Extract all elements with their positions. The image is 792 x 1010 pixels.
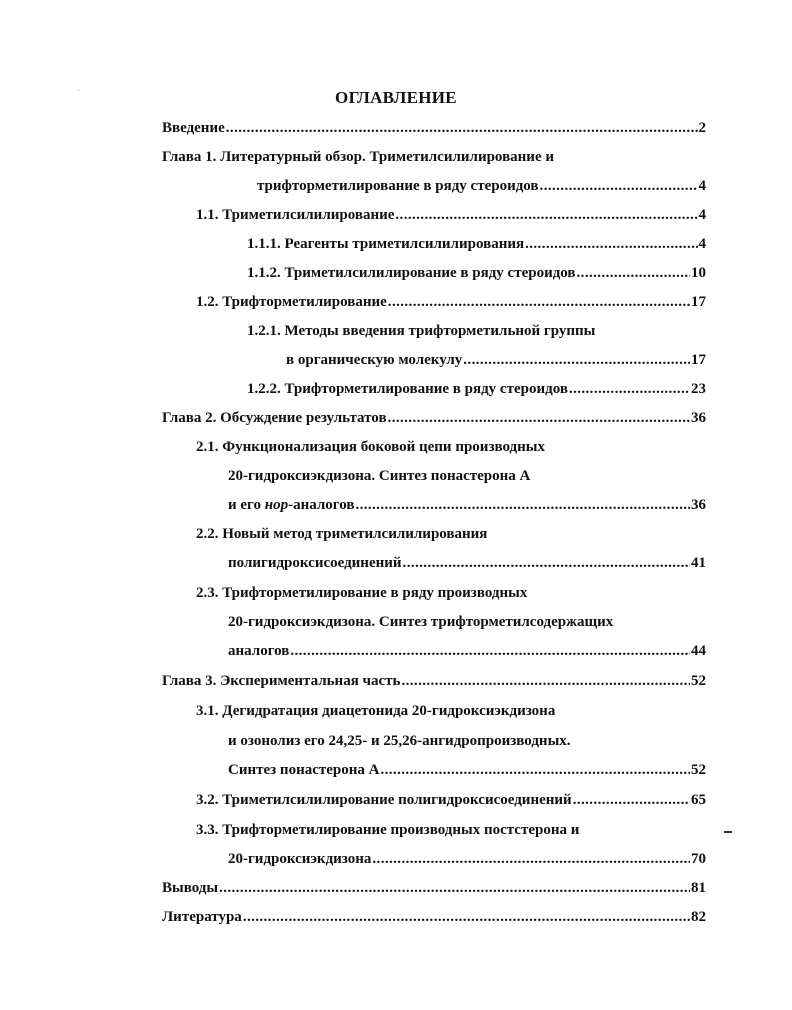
toc-leader [540, 175, 698, 197]
toc-entry [162, 146, 554, 168]
toc-entry [228, 848, 706, 870]
toc-leader [290, 640, 690, 662]
toc-entry-text: 20-гидроксиэкдизона. Синтез трифторметилсодержащих [228, 614, 614, 630]
toc-entry-page: 65 [691, 792, 706, 808]
toc-entry-page: 41 [691, 555, 706, 571]
toc-entry-text: 2.1. Функционализация боковой цепи производных [196, 439, 545, 455]
toc-entry-text: Глава 2. Обсуждение результатов [162, 410, 387, 426]
toc-entry-text-post: -аналогов [288, 497, 355, 513]
toc-leader [226, 117, 698, 139]
toc-entry-text: полигидроксисоединений [228, 555, 402, 571]
toc-entry-page: 2 [698, 120, 706, 136]
toc-entry-text: 1.1.2. Триметилсилилирование в ряду стероидов [247, 265, 576, 281]
toc-entry [196, 819, 579, 841]
toc-leader [388, 407, 690, 429]
toc-entry-page: 17 [691, 352, 706, 368]
toc-entry-text: 1.2. Трифторметилирование [196, 294, 387, 310]
toc-entry [228, 730, 571, 752]
toc-entry-text: в органическую молекулу [286, 352, 463, 368]
toc-entry-text: 20-гидроксиэкдизона [228, 851, 372, 867]
scan-speck [78, 90, 79, 91]
toc-entry [228, 611, 613, 633]
toc-entry-text-pre: и его [228, 497, 265, 513]
toc-leader [403, 552, 690, 574]
toc-entry [247, 320, 595, 342]
toc-entry-page: 81 [691, 880, 706, 896]
toc-entry-text: Выводы [162, 880, 219, 896]
toc-leader [577, 262, 690, 284]
toc-entry-text: и озонолиз его 24,25- и 25,26-ангидропроизводных. [228, 733, 571, 749]
toc-entry-text: 2.2. Новый метод триметилсилилирования [196, 526, 488, 542]
toc-entry-text: Введение [162, 120, 225, 136]
toc-leader [573, 789, 690, 811]
toc-entry-text [228, 494, 354, 516]
toc-entry-text: Литература [162, 909, 242, 925]
toc-entry [196, 789, 706, 811]
toc-leader [355, 494, 690, 516]
toc-entry-text: Глава 1. Литературный обзор. Триметилсилилирование и [162, 149, 554, 165]
toc-entry-text-italic: нор [264, 497, 289, 513]
toc-entry [162, 670, 706, 692]
toc-entry-page: 4 [698, 178, 706, 194]
scan-speck [724, 831, 732, 833]
toc-entry [228, 552, 706, 574]
toc-entry [196, 523, 487, 545]
toc-entry [228, 759, 706, 781]
toc-entry [228, 640, 706, 662]
toc-entry [162, 407, 706, 429]
toc-entry-text: 3.2. Триметилсилилирование полигидроксисоединений [196, 792, 572, 808]
toc-leader [388, 291, 690, 313]
toc-entry-text: Синтез понастерона А [228, 762, 380, 778]
toc-entry [162, 117, 706, 139]
toc-entry-page: 10 [691, 265, 706, 281]
toc-entry-page: 23 [691, 381, 706, 397]
toc-entry [228, 465, 530, 487]
toc-leader [401, 670, 690, 692]
toc-entry [162, 906, 706, 928]
toc-entry-text: 1.2.2. Трифторметилирование в ряду стероидов [247, 381, 568, 397]
toc-entry [228, 494, 706, 516]
toc-title: ОГЛАВЛЕНИЕ [335, 88, 457, 107]
toc-entry-text: аналогов [228, 643, 290, 659]
toc-entry-text: 1.1. Триметилсилилирование [196, 207, 395, 223]
toc-entry [196, 204, 706, 226]
toc-leader [569, 378, 690, 400]
toc-leader [395, 204, 697, 226]
toc-entry-page: 52 [691, 673, 706, 689]
toc-entry-page: 17 [691, 294, 706, 310]
toc-entry [247, 378, 706, 400]
toc-entry-text: 2.3. Трифторметилирование в ряду производных [196, 585, 528, 601]
toc-entry-text: 3.1. Дегидратация диацетонида 20-гидроксиэкдизона [196, 703, 556, 719]
toc-entry-text: Глава 3. Экспериментальная часть [162, 673, 401, 689]
toc-entry-text: трифторметилирование в ряду стероидов [257, 178, 539, 194]
toc-entry [162, 877, 706, 899]
toc-leader [463, 349, 690, 371]
toc-leader [243, 906, 690, 928]
toc-entry-page: 36 [691, 410, 706, 426]
toc-leader [219, 877, 690, 899]
toc-entry-text: 3.3. Трифторметилирование производных постстерона и [196, 822, 580, 838]
toc-leader [372, 848, 690, 870]
toc-entry-page: 70 [691, 851, 706, 867]
toc-leader [380, 759, 690, 781]
toc-entry-text: 1.2.1. Методы введения трифторметильной группы [247, 323, 596, 339]
toc-entry-page: 52 [691, 762, 706, 778]
toc-entry [247, 262, 706, 284]
toc-entry-page: 4 [698, 207, 706, 223]
toc-entry [196, 582, 527, 604]
toc-entry [257, 175, 706, 197]
toc-entry [196, 436, 545, 458]
toc-entry [196, 291, 706, 313]
toc-entry [247, 233, 706, 255]
toc-entry-page: 4 [698, 236, 706, 252]
toc-entry-text: 1.1.1. Реагенты триметилсилилирования [247, 236, 525, 252]
toc-entry [196, 700, 555, 722]
toc-entry-page: 44 [691, 643, 706, 659]
toc-entry-text: 20-гидроксиэкдизона. Синтез понастерона А [228, 468, 531, 484]
toc-entry [286, 349, 706, 371]
toc-leader [525, 233, 697, 255]
toc-entry-page: 36 [691, 497, 706, 513]
toc-entry-page: 82 [691, 909, 706, 925]
